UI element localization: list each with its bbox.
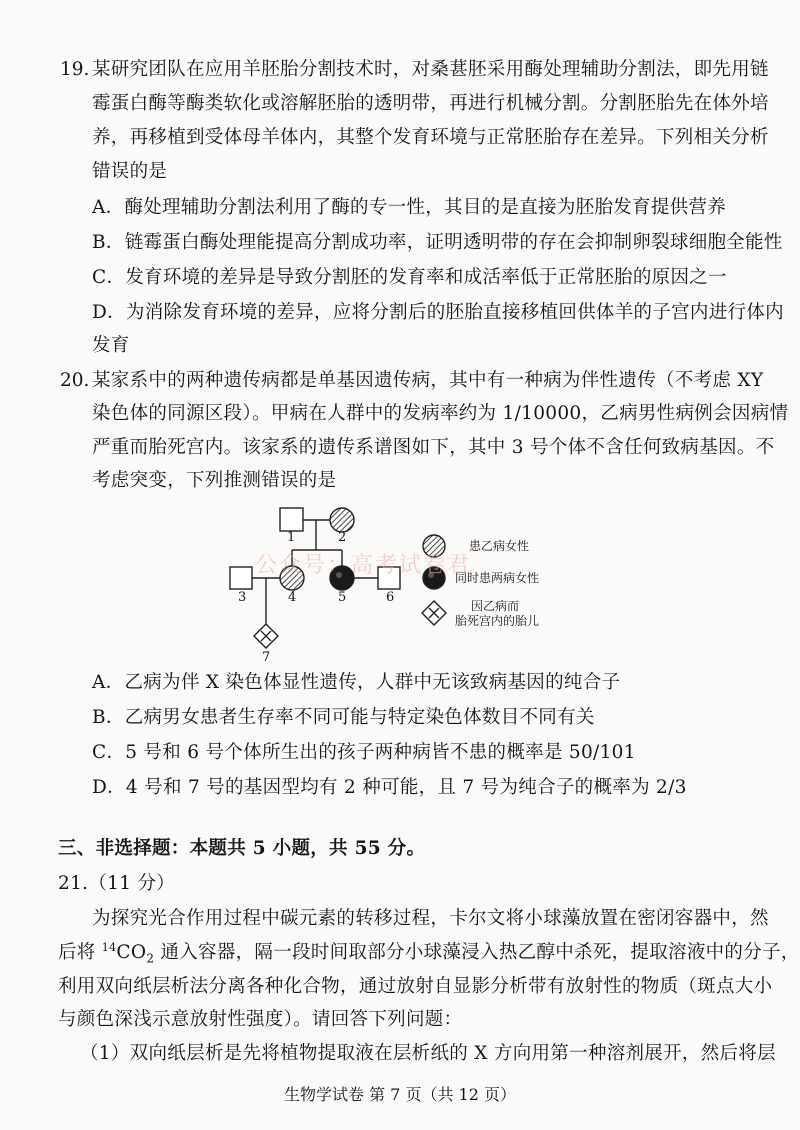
question-19-stem-line: 养，再移植到受体母羊体内，其整个发育环境与正常胚胎存在差异。下列相关分析	[92, 127, 769, 148]
pedigree-label-7: 7	[262, 650, 271, 665]
pedigree-individual-1	[280, 508, 303, 531]
pedigree-label-3: 3	[238, 590, 247, 605]
question-20-stem-line: 某家系中的两种遗传病都是单基因遗传病，其中有一种病为伴性遗传（不考虑 XY	[92, 370, 764, 391]
question-21-paragraph-line: 与颜色深浅示意放射性强度）。请回答下列问题：	[58, 1009, 463, 1030]
question-21-number: 21.（11 分）	[58, 873, 176, 894]
question-19-stem-line: 某研究团队在应用羊胚胎分割技术时，对桑葚胚采用酶处理辅助分割法，即先用链	[92, 59, 769, 80]
question-19-stem-line: 霉蛋白酶等酶类软化或溶解胚胎的透明带，再进行机械分割。分割胚胎先在体外培	[92, 93, 769, 114]
legend-yi-female-label: 患乙病女性	[469, 539, 530, 553]
pedigree-label-5: 5	[338, 590, 347, 605]
legend-fetus-label-line2: 胎死宫内的胎儿	[455, 614, 540, 628]
question-20-stem-line: 严重而胎死宫内。该家系的遗传系谱图如下，其中 3 号个体不含任何致病基因。不	[92, 437, 775, 458]
page-footer	[0, 1084, 800, 1106]
question-20-option-b: B．乙病男女患者生存率不同可能与特定染色体数目不同有关	[92, 707, 595, 728]
pedigree-label-2: 2	[338, 530, 347, 545]
question-21-subquestion-1: （1）双向纸层析是先将植物提取液在层析纸的 X 方向用第一种溶剂展开，然后将层	[80, 1043, 776, 1064]
question-20-option-c: C．5 号和 6 号个体所生出的孩子两种病皆不患的概率是 50/101	[92, 742, 636, 763]
question-19-option-c: C．发育环境的差异是导致分割胚的发育率和成活率低于正常胚胎的原因之一	[92, 267, 727, 288]
question-19-option-d: D．为消除发育环境的差异，应将分割后的胚胎直接移植回供体羊的子宫内进行体内	[92, 302, 784, 323]
question-21-paragraph-line: 利用双向纸层析法分离各种化合物，通过放射自显影分析带有放射性的物质（斑点大小	[58, 976, 773, 997]
section-heading: 三、非选择题：本题共 5 小题，共 55 分。	[58, 838, 426, 859]
pedigree-individual-3	[230, 567, 252, 589]
question-19-number: 19.	[60, 59, 90, 80]
legend-fetus-label-line1: 因乙病而	[471, 599, 520, 613]
question-19-option-d-cont: 发育	[92, 335, 130, 356]
question-20-stem-line: 考虑突变，下列推测错误的是	[92, 470, 337, 491]
pedigree-label-4: 4	[288, 590, 297, 605]
question-20-stem-line: 染色体的同源区段）。甲病在人群中的发病率约为 1/10000，乙病男性病例会因病情	[92, 403, 789, 424]
question-19-option-a: A．酶处理辅助分割法利用了酶的专一性，其目的是直接为胚胎发育提供营养	[92, 197, 727, 218]
legend-both-female-label: 同时患两病女性	[455, 571, 540, 585]
footer-text: 生物学试卷 第 7 页（共 12 页）	[284, 1085, 516, 1104]
watermark: 公众号：高考试卷君	[255, 553, 472, 578]
question-21-paragraph-line: 后将 $^{14}CO_2$ 通入容器，隔一段时间取部分小球藻浸入热乙醇中杀死，提取溶液中的分子，	[58, 940, 800, 966]
question-20-option-d: D．4 号和 7 号的基因型均有 2 种可能，且 7 号为纯合子的概率为 2/3	[92, 777, 687, 798]
pedigree-individual-2	[330, 508, 354, 532]
question-20-number: 20.	[60, 370, 90, 391]
question-21-paragraph-line: 为探究光合作用过程中碳元素的转移过程，卡尔文将小球藻放置在密闭容器中，然	[92, 908, 769, 929]
question-20-option-a: A．乙病为伴 X 染色体显性遗传，人群中无该致病基因的纯合子	[92, 672, 621, 693]
question-19-option-b: B．链霉蛋白酶处理能提高分割成功率，证明透明带的存在会抑制卵裂球细胞全能性	[92, 232, 783, 253]
question-19-stem-line: 错误的是	[92, 161, 168, 182]
pedigree-label-1: 1	[287, 530, 296, 545]
pedigree-label-6: 6	[386, 590, 395, 605]
